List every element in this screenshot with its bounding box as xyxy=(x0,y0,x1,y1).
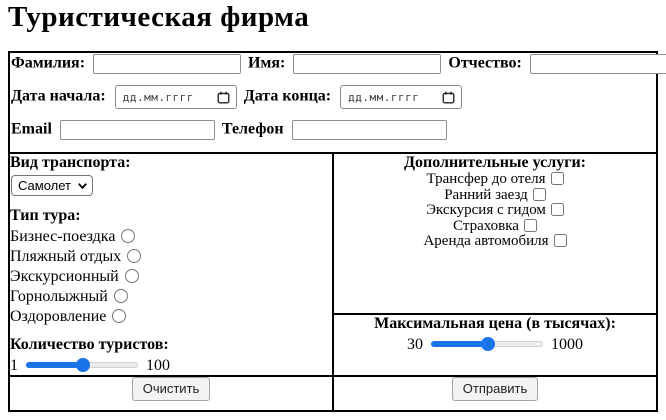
end-date-label: Дата конца: xyxy=(243,88,332,106)
booking-form xyxy=(8,51,658,412)
clear-button[interactable]: Очистить xyxy=(132,377,211,401)
option-label: Бизнес-поездка xyxy=(10,228,116,246)
tour-type-radio-excursion[interactable] xyxy=(125,269,139,283)
chevron-down-icon xyxy=(78,183,87,189)
service-checkbox-early-checkin[interactable] xyxy=(533,188,546,201)
tour-type-radio-business[interactable] xyxy=(121,229,135,243)
calendar-icon xyxy=(217,91,230,104)
submit-button-cell xyxy=(333,376,657,411)
tour-type-option-beach xyxy=(10,247,332,267)
middlename-label: Отчество: xyxy=(448,55,522,73)
personal-info-section xyxy=(9,52,657,153)
option-label: Горнолыжный xyxy=(10,288,108,306)
name-row xyxy=(11,54,656,74)
transport-label: Вид транспорта: xyxy=(10,154,131,172)
tour-type-option-excursion xyxy=(10,267,332,287)
page-title: Туристическая фирма xyxy=(8,1,310,33)
service-option-car-rental xyxy=(334,234,656,250)
tourists-max: 100 xyxy=(146,357,170,375)
start-date-input[interactable] xyxy=(115,85,237,109)
slider-fill xyxy=(431,341,488,347)
option-label: Экскурсионный xyxy=(10,268,119,286)
service-option-guided-tour xyxy=(334,203,656,219)
price-label: Максимальная цена (в тысячах): xyxy=(374,315,616,333)
start-date-placeholder: дд.мм.гггг xyxy=(122,90,194,104)
tour-type-option-wellness xyxy=(10,307,332,327)
service-label: Экскурсия с гидом xyxy=(426,202,546,219)
tourists-label: Количество туристов: xyxy=(10,336,169,354)
service-checkbox-insurance[interactable] xyxy=(524,219,537,232)
email-field[interactable] xyxy=(60,120,215,140)
service-label: Аренда автомобиля xyxy=(423,233,549,250)
firstname-input[interactable] xyxy=(293,54,441,74)
option-label: Пляжный отдых xyxy=(10,248,122,266)
submit-button[interactable]: Отправить xyxy=(452,377,538,401)
service-label: Страховка xyxy=(453,217,519,234)
tour-type-radio-beach[interactable] xyxy=(127,249,141,263)
lastname-label: Фамилия: xyxy=(11,55,86,73)
service-option-early-checkin xyxy=(334,188,656,204)
price-slider[interactable] xyxy=(431,337,543,351)
option-label: Оздоровление xyxy=(10,308,107,326)
phone-label: Телефон xyxy=(221,121,284,139)
price-max: 1000 xyxy=(551,336,583,354)
slider-fill xyxy=(26,362,83,368)
lastname-input[interactable] xyxy=(93,54,241,74)
middlename-input[interactable] xyxy=(530,54,666,74)
transport-select[interactable] xyxy=(11,175,93,196)
price-slider-row xyxy=(334,336,656,354)
service-checkbox-guided-tour[interactable] xyxy=(551,203,564,216)
tourists-slider-row xyxy=(10,357,332,375)
tourists-min: 1 xyxy=(10,357,18,375)
slider-thumb[interactable] xyxy=(76,358,90,372)
service-checkbox-transfer[interactable] xyxy=(551,172,564,185)
service-option-insurance xyxy=(334,219,656,235)
services-label: Дополнительные услуги: xyxy=(403,154,587,172)
services-section xyxy=(333,153,657,314)
tour-type-radio-wellness[interactable] xyxy=(112,309,126,323)
tour-type-label: Тип тура: xyxy=(10,207,81,225)
tour-type-radio-ski[interactable] xyxy=(114,289,128,303)
tour-options-section xyxy=(9,153,333,376)
service-option-transfer xyxy=(334,172,656,188)
end-date-input[interactable] xyxy=(340,85,462,109)
price-section xyxy=(333,314,657,376)
price-min: 30 xyxy=(407,336,423,354)
calendar-icon xyxy=(442,91,455,104)
dates-row xyxy=(11,85,656,109)
slider-thumb[interactable] xyxy=(481,337,495,351)
firstname-label: Имя: xyxy=(248,55,286,73)
start-date-label: Дата начала: xyxy=(11,88,106,106)
transport-selected-value: Самолет xyxy=(18,178,71,194)
tourists-slider[interactable] xyxy=(26,358,138,372)
clear-button-cell xyxy=(9,376,333,411)
tour-type-option-business xyxy=(10,227,332,247)
email-label: Email xyxy=(11,121,52,139)
service-label: Трансфер до отеля xyxy=(426,171,546,188)
end-date-placeholder: дд.мм.гггг xyxy=(348,90,420,104)
tour-type-option-ski xyxy=(10,287,332,307)
phone-field[interactable] xyxy=(292,120,447,140)
service-label: Ранний заезд xyxy=(444,186,528,203)
service-checkbox-car-rental[interactable] xyxy=(554,234,567,247)
contact-row xyxy=(11,120,656,140)
